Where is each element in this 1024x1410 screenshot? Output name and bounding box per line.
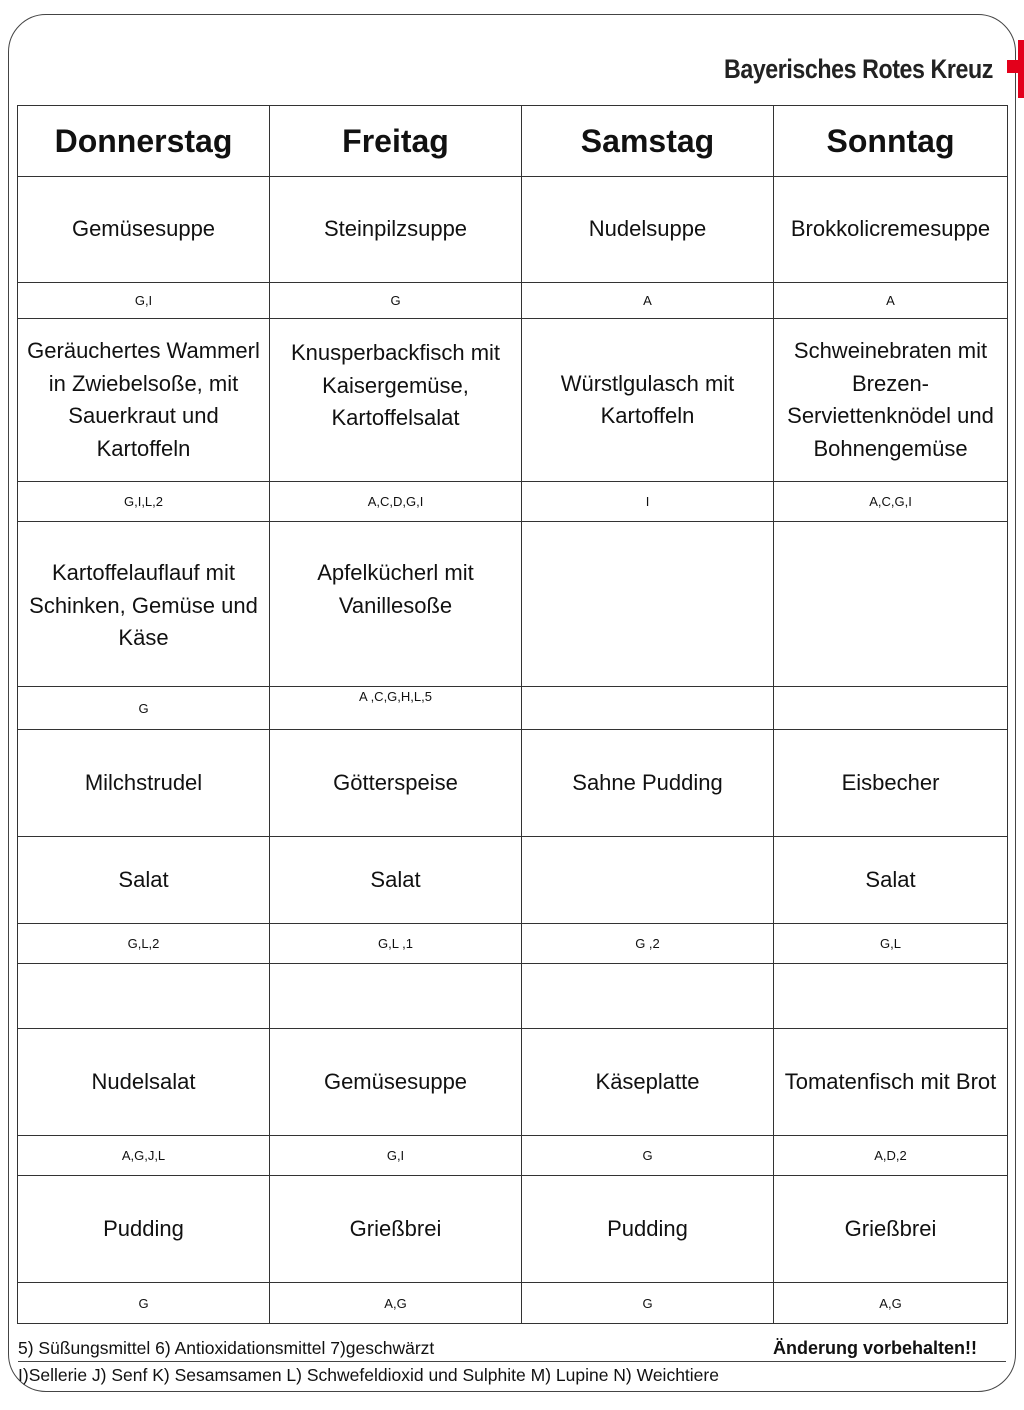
change-notice: Änderung vorbehalten!!: [773, 1338, 978, 1358]
allergen-code: [522, 687, 774, 730]
alt-dish-cell: Apfelkücherl mit Vanillesoße: [270, 522, 522, 687]
menu-table: [17, 105, 1008, 1324]
soup-code-row: [18, 283, 1008, 319]
allergen-code: G: [18, 687, 270, 730]
dessert-cell: Götterspeise: [270, 730, 522, 837]
dessert-row: [18, 730, 1008, 837]
soup-row: [18, 177, 1008, 283]
day-header: Sonntag: [774, 106, 1008, 177]
evening-code-row: [18, 1136, 1008, 1176]
alt-code-row: [18, 687, 1008, 730]
footer-divider: [18, 1361, 1006, 1362]
main-dish-cell: Schweinebraten mit Brezen-Serviettenknödel und Bohnengemüse: [774, 319, 1008, 482]
allergen-code: [774, 687, 1008, 730]
late-dish-cell: Grießbrei: [270, 1176, 522, 1283]
dessert-cell: Eisbecher: [774, 730, 1008, 837]
allergen-code: G ,2: [522, 924, 774, 964]
evening-dish-cell: Gemüsesuppe: [270, 1029, 522, 1136]
main-dish-cell: Knusperbackfisch mit Kaisergemüse, Kartoffelsalat: [270, 319, 522, 482]
late-code-row: [18, 1283, 1008, 1324]
allergen-code: G,L: [774, 924, 1008, 964]
allergen-code: G: [18, 1283, 270, 1324]
main-code-row: [18, 482, 1008, 522]
allergen-code: A,D,2: [774, 1136, 1008, 1176]
evening-dish-cell: Nudelsalat: [18, 1029, 270, 1136]
salad-cell: Salat: [270, 837, 522, 924]
empty-cell: [270, 964, 522, 1029]
allergen-code: A,C,D,G,I: [270, 482, 522, 522]
allergen-code: A,C,G,I: [774, 482, 1008, 522]
additives-legend: 5) Süßungsmittel 6) Antioxidationsmittel 7)geschwärzt: [18, 1338, 435, 1358]
salad-code-row: [18, 924, 1008, 964]
allergen-code: G,I: [18, 283, 270, 319]
allergen-code: G,L ,1: [270, 924, 522, 964]
day-header: Samstag: [522, 106, 774, 177]
evening-dish-cell: Tomatenfisch mit Brot: [774, 1029, 1008, 1136]
salad-row: [18, 837, 1008, 924]
allergen-code: A: [522, 283, 774, 319]
day-header-row: [18, 106, 1008, 177]
red-cross-icon: [1007, 40, 1024, 98]
empty-cell: [774, 964, 1008, 1029]
day-header: Donnerstag: [18, 106, 270, 177]
main-dish-cell: Würstlgulasch mit Kartoffeln: [522, 319, 774, 482]
allergen-code: G: [522, 1283, 774, 1324]
allergen-code: A ,C,G,H,L,5: [270, 687, 522, 730]
allergen-code: A,G: [270, 1283, 522, 1324]
late-dish-cell: Pudding: [18, 1176, 270, 1283]
soup-cell: Gemüsesuppe: [18, 177, 270, 283]
salad-cell: Salat: [774, 837, 1008, 924]
allergen-code: G,I,L,2: [18, 482, 270, 522]
footer-additives-line: [18, 1338, 998, 1359]
main-row: [18, 319, 1008, 482]
salad-cell: Salat: [18, 837, 270, 924]
alt-main-row: [18, 522, 1008, 687]
allergen-code: G: [270, 283, 522, 319]
allergen-code: A,G,J,L: [18, 1136, 270, 1176]
allergen-code: G,I: [270, 1136, 522, 1176]
evening-row: [18, 1029, 1008, 1136]
empty-cell: [522, 964, 774, 1029]
alt-dish-cell: Kartoffelauflauf mit Schinken, Gemüse und Käse: [18, 522, 270, 687]
late-row: [18, 1176, 1008, 1283]
dessert-cell: Sahne Pudding: [522, 730, 774, 837]
late-dish-cell: Pudding: [522, 1176, 774, 1283]
soup-cell: Nudelsuppe: [522, 177, 774, 283]
soup-cell: Brokkolicremesuppe: [774, 177, 1008, 283]
empty-cell: [18, 964, 270, 1029]
alt-dish-cell: [522, 522, 774, 687]
evening-dish-cell: Käseplatte: [522, 1029, 774, 1136]
allergen-code: I: [522, 482, 774, 522]
brand-logo: [724, 40, 1024, 98]
allergen-code: G,L,2: [18, 924, 270, 964]
late-dish-cell: Grießbrei: [774, 1176, 1008, 1283]
allergens-legend: I)Sellerie J) Senf K) Sesamsamen L) Schwefeldioxid und Sulphite M) Lupine N) Weichtiere: [18, 1365, 719, 1385]
allergen-code: A: [774, 283, 1008, 319]
empty-row: [18, 964, 1008, 1029]
allergen-code: G: [522, 1136, 774, 1176]
allergen-code: A,G: [774, 1283, 1008, 1324]
salad-cell: [522, 837, 774, 924]
day-header: Freitag: [270, 106, 522, 177]
soup-cell: Steinpilzsuppe: [270, 177, 522, 283]
brand-name: Bayerisches Rotes Kreuz: [724, 53, 993, 84]
main-dish-cell: Geräuchertes Wammerl in Zwiebelsoße, mit Sauerkraut und Kartoffeln: [18, 319, 270, 482]
dessert-cell: Milchstrudel: [18, 730, 270, 837]
alt-dish-cell: [774, 522, 1008, 687]
